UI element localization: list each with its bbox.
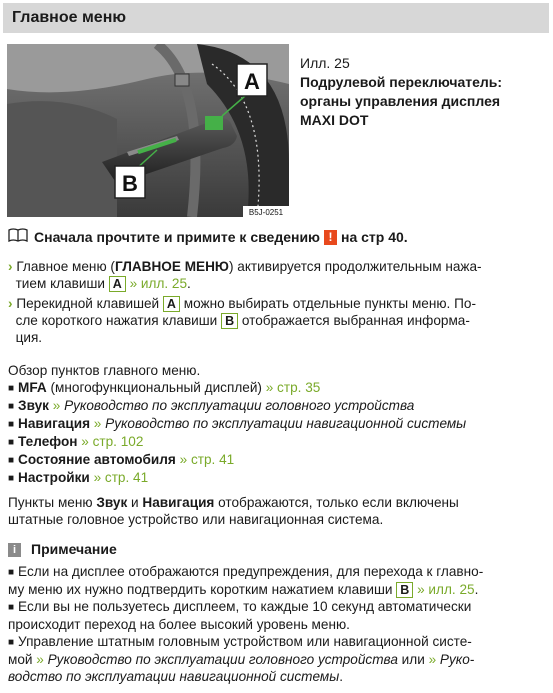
step-text: Главное меню ( [16,259,115,274]
steering-column-figure [7,44,289,217]
bullet-icon: ■ [8,383,15,394]
caption-title-1: Подрулевой переключатель: [300,74,503,90]
step-arrow-icon: › [8,259,13,274]
read-first-warning [8,228,408,246]
warning-text: Сначала прочтите и примите к сведению [34,228,321,245]
list-item: ■ Состояние автомобиля » стр. 41 [8,452,235,467]
step-text: ция. [15,330,43,345]
bullet-icon: ■ [8,473,15,484]
warning-icon: ! [324,230,337,245]
caption-title-2: органы управления дисплея [300,93,501,109]
note-header [8,541,117,558]
figure-link[interactable]: » илл. 25 [417,582,475,597]
callout-a: A [244,69,260,94]
note-body: ■ Если на дисплее отображаются предупреждения, для перехода к главно- му меню их нужно подтвердить коротким нажатием клавиши B » илл. 25. ■ Если вы не пользуетесь дисплеем, то каждые 10 секунд автоматически происходит переход на более высокий уровень меню. ■ Управление штатным головным устройством или навигационной систе- мой » Руководство по эксплуатации головного устройства или » Руко- водство по эксплуатации навигационной системы. [8,564,484,684]
manual-link[interactable]: » [428,652,437,667]
caption-title-3: MAXI DOT [300,112,369,128]
bullet-icon: ■ [8,455,15,466]
key-a-label: A [109,276,126,292]
page-link[interactable]: » стр. 102 [81,434,144,449]
list-item: ■ Навигация » Руководство по эксплуатации навигационной системы [8,416,467,431]
manual-link[interactable]: » [36,652,44,667]
figure-id-tag: B5J-0251 [248,208,284,217]
overview-intro: Обзор пунктов главного меню. [8,363,201,378]
caption-number: Илл. 25 [300,55,350,71]
page-link[interactable]: » стр. 35 [265,380,321,395]
list-item: ■ MFA (многофункциональный дисплей) » стр. 35 [8,380,321,395]
bullet-icon: ■ [8,637,15,648]
page-link[interactable]: » [52,398,61,413]
list-item: ■ Звук » Руководство по эксплуатации головного устройства [8,398,415,413]
page-link[interactable]: » [93,416,102,431]
section-header [3,3,549,33]
steering-lever-illustration [7,44,289,217]
page-link[interactable]: » стр. 41 [179,452,235,467]
bullet-icon: ■ [8,419,15,430]
callout-b: B [122,171,138,196]
info-icon: i [8,543,21,557]
page-link[interactable]: » стр. 41 [93,470,149,485]
key-b-label: B [396,582,413,598]
bullet-icon: ■ [8,437,15,448]
step-text: тием клавиши [15,276,105,291]
step-1 [8,258,543,292]
step-text: можно выбирать отдельные пункты меню. По- [183,296,476,311]
list-item: ■ Настройки » стр. 41 [8,470,149,485]
key-a-label: A [163,296,180,312]
step-arrow-icon: › [8,296,13,311]
book-icon [8,228,28,246]
menu-overview [8,362,543,487]
key-b-label: B [221,313,238,329]
step-text: . [187,276,191,291]
step-text: Перекидной клавишей [16,296,160,311]
warning-page-ref: на стр 40. [341,228,408,245]
bullet-icon: ■ [8,602,15,613]
bullet-icon: ■ [8,567,15,578]
list-item: ■ Телефон » стр. 102 [8,434,144,449]
step-text: ГЛАВНОЕ МЕНЮ [114,259,229,274]
step-text: сле короткого нажатия клавиши [15,313,218,328]
note-title: Примечание [31,541,117,557]
step-text: отображается выбранная информа- [241,313,470,328]
figure-link[interactable]: » илл. 25 [129,276,188,291]
step-2 [8,295,543,346]
menu-visibility-note: Пункты меню Звук и Навигация отображаются, только если включены штатные головное устройство или навигационная система. [8,495,459,527]
page-title: Главное меню [12,9,127,26]
bullet-icon: ■ [8,401,15,412]
step-text: ) активируется продолжительным нажа- [228,259,482,274]
figure-caption [300,54,540,130]
